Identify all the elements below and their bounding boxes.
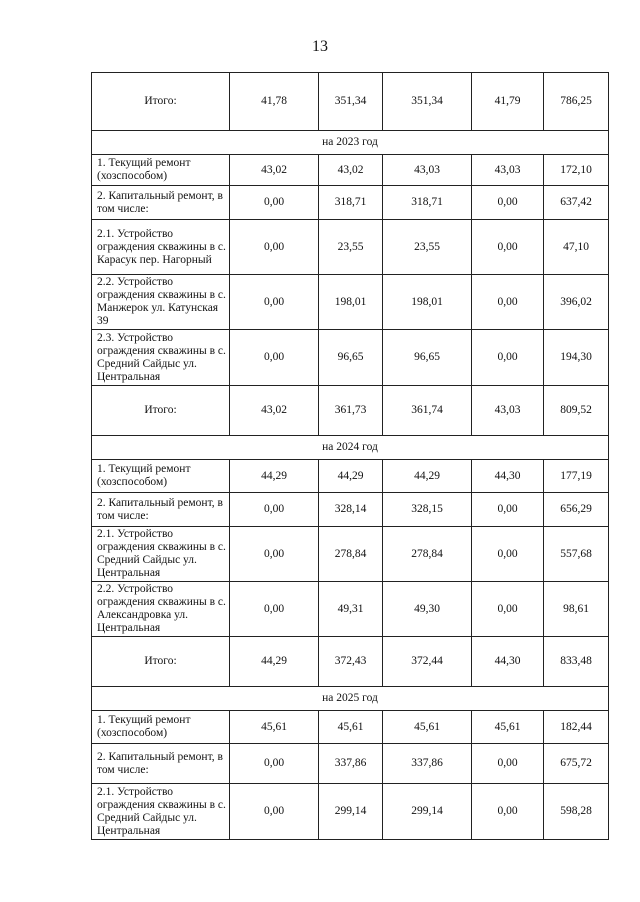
value-cell: 337,86 — [319, 744, 383, 784]
value-cell: 44,30 — [472, 637, 544, 687]
value-cell: 43,02 — [230, 386, 319, 436]
value-cell: 43,03 — [472, 386, 544, 436]
value-cell: 172,10 — [544, 155, 609, 186]
item-name-cell: 2.2. Устройство ограждения скважины в с. Манжерок ул. Катунская 39 — [92, 275, 230, 330]
value-cell: 43,02 — [319, 155, 383, 186]
table-row — [92, 784, 609, 840]
budget-table-body — [92, 73, 609, 840]
value-cell: 0,00 — [472, 275, 544, 330]
value-cell: 49,31 — [319, 582, 383, 637]
value-cell: 43,02 — [230, 155, 319, 186]
value-cell: 351,34 — [319, 73, 383, 131]
value-cell: 98,61 — [544, 582, 609, 637]
item-name-cell: 2. Капитальный ремонт, в том числе: — [92, 186, 230, 220]
value-cell: 299,14 — [383, 784, 472, 840]
value-cell: 44,29 — [230, 637, 319, 687]
value-cell: 96,65 — [383, 330, 472, 386]
item-name-cell: 2. Капитальный ремонт, в том числе: — [92, 744, 230, 784]
value-cell: 786,25 — [544, 73, 609, 131]
value-cell: 194,30 — [544, 330, 609, 386]
value-cell: 44,29 — [319, 460, 383, 493]
table-row — [92, 527, 609, 582]
value-cell: 351,34 — [383, 73, 472, 131]
value-cell: 598,28 — [544, 784, 609, 840]
value-cell: 0,00 — [230, 220, 319, 275]
value-cell: 0,00 — [472, 527, 544, 582]
value-cell: 337,86 — [383, 744, 472, 784]
total-label: Итого: — [92, 73, 230, 131]
value-cell: 0,00 — [472, 784, 544, 840]
value-cell: 557,68 — [544, 527, 609, 582]
value-cell: 45,61 — [472, 711, 544, 744]
value-cell: 23,55 — [319, 220, 383, 275]
total-row — [92, 386, 609, 436]
value-cell: 637,42 — [544, 186, 609, 220]
value-cell: 47,10 — [544, 220, 609, 275]
value-cell: 0,00 — [230, 784, 319, 840]
value-cell: 0,00 — [230, 744, 319, 784]
value-cell: 372,43 — [319, 637, 383, 687]
value-cell: 44,29 — [230, 460, 319, 493]
table-row — [92, 330, 609, 386]
value-cell: 45,61 — [319, 711, 383, 744]
item-name-cell: 2.1. Устройство ограждения скважины в с. Средний Сайдыс ул. Центральная — [92, 527, 230, 582]
value-cell: 0,00 — [472, 582, 544, 637]
value-cell: 44,29 — [383, 460, 472, 493]
year-header-row — [92, 436, 609, 460]
value-cell: 41,79 — [472, 73, 544, 131]
value-cell: 318,71 — [383, 186, 472, 220]
value-cell: 299,14 — [319, 784, 383, 840]
value-cell: 177,19 — [544, 460, 609, 493]
value-cell: 833,48 — [544, 637, 609, 687]
value-cell: 809,52 — [544, 386, 609, 436]
item-name-cell: 2.3. Устройство ограждения скважины в с. Средний Сайдыс ул. Центральная — [92, 330, 230, 386]
value-cell: 0,00 — [230, 527, 319, 582]
table-row — [92, 155, 609, 186]
value-cell: 182,44 — [544, 711, 609, 744]
value-cell: 0,00 — [230, 186, 319, 220]
year-header-row — [92, 687, 609, 711]
value-cell: 0,00 — [230, 582, 319, 637]
item-name-cell: 1. Текущий ремонт (хозспособом) — [92, 460, 230, 493]
value-cell: 44,30 — [472, 460, 544, 493]
value-cell: 0,00 — [472, 744, 544, 784]
value-cell: 278,84 — [319, 527, 383, 582]
value-cell: 45,61 — [230, 711, 319, 744]
value-cell: 43,03 — [383, 155, 472, 186]
value-cell: 198,01 — [319, 275, 383, 330]
item-name-cell: 2.1. Устройство ограждения скважины в с. Карасук пер. Нагорный — [92, 220, 230, 275]
table-row — [92, 744, 609, 784]
item-name-cell: 1. Текущий ремонт (хозспособом) — [92, 711, 230, 744]
value-cell: 361,73 — [319, 386, 383, 436]
value-cell: 372,44 — [383, 637, 472, 687]
table-row — [92, 460, 609, 493]
value-cell: 0,00 — [472, 186, 544, 220]
table-row — [92, 186, 609, 220]
total-row — [92, 73, 609, 131]
value-cell: 318,71 — [319, 186, 383, 220]
total-label: Итого: — [92, 386, 230, 436]
year-header: на 2024 год — [92, 436, 609, 460]
value-cell: 328,15 — [383, 493, 472, 527]
table-row — [92, 275, 609, 330]
value-cell: 41,78 — [230, 73, 319, 131]
value-cell: 0,00 — [472, 493, 544, 527]
item-name-cell: 2.2. Устройство ограждения скважины в с. Александровка ул. Центральная — [92, 582, 230, 637]
value-cell: 396,02 — [544, 275, 609, 330]
value-cell: 23,55 — [383, 220, 472, 275]
value-cell: 0,00 — [472, 220, 544, 275]
budget-table — [91, 72, 609, 840]
value-cell: 198,01 — [383, 275, 472, 330]
value-cell: 0,00 — [230, 330, 319, 386]
year-header: на 2023 год — [92, 131, 609, 155]
total-row — [92, 637, 609, 687]
page-number: 13 — [312, 38, 328, 55]
value-cell: 361,74 — [383, 386, 472, 436]
value-cell: 0,00 — [472, 330, 544, 386]
value-cell: 328,14 — [319, 493, 383, 527]
item-name-cell: 2. Капитальный ремонт, в том числе: — [92, 493, 230, 527]
value-cell: 49,30 — [383, 582, 472, 637]
year-header: на 2025 год — [92, 687, 609, 711]
item-name-cell: 1. Текущий ремонт (хозспособом) — [92, 155, 230, 186]
value-cell: 43,03 — [472, 155, 544, 186]
value-cell: 0,00 — [230, 493, 319, 527]
value-cell: 656,29 — [544, 493, 609, 527]
value-cell: 45,61 — [383, 711, 472, 744]
table-row — [92, 582, 609, 637]
table-row — [92, 220, 609, 275]
value-cell: 278,84 — [383, 527, 472, 582]
value-cell: 675,72 — [544, 744, 609, 784]
year-header-row — [92, 131, 609, 155]
table-row — [92, 493, 609, 527]
table-row — [92, 711, 609, 744]
value-cell: 96,65 — [319, 330, 383, 386]
value-cell: 0,00 — [230, 275, 319, 330]
total-label: Итого: — [92, 637, 230, 687]
item-name-cell: 2.1. Устройство ограждения скважины в с. Средний Сайдыс ул. Центральная — [92, 784, 230, 840]
